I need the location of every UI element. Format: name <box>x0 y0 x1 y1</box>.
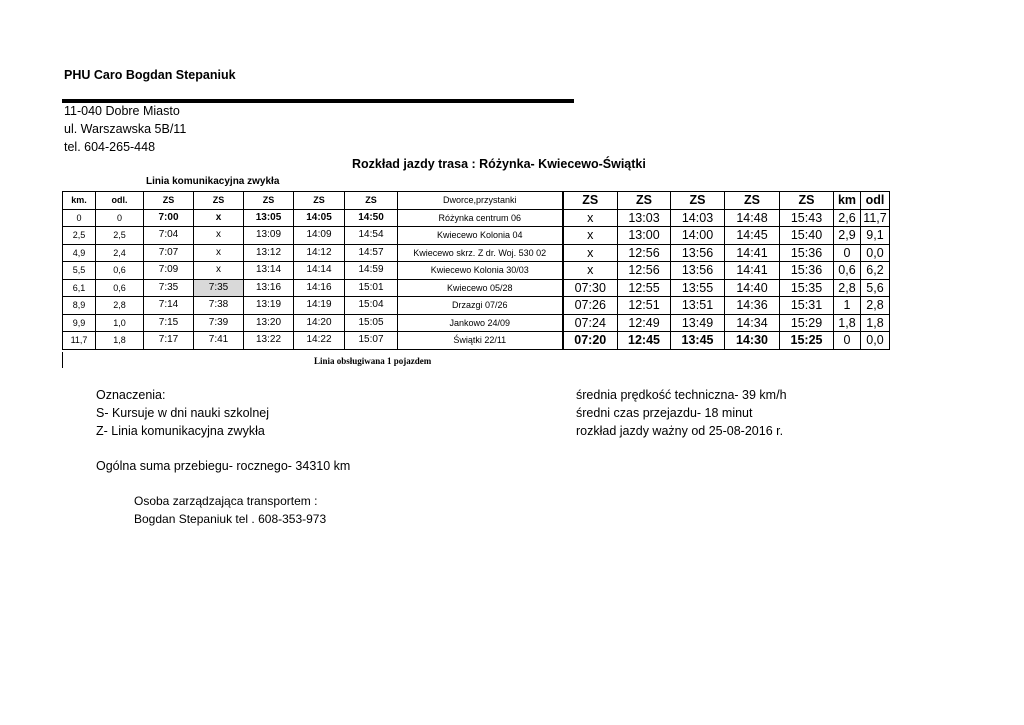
table-cell: 07:24 <box>563 314 618 332</box>
stop-name-cell: Kwiecewo 05/28 <box>398 279 563 297</box>
table-cell: 13:14 <box>244 262 294 280</box>
header-cell: ZS <box>780 192 834 210</box>
table-cell: 7:04 <box>144 227 194 245</box>
table-cell: 07:26 <box>563 297 618 315</box>
table-cell: 1 <box>834 297 861 315</box>
table-row <box>63 279 890 297</box>
table-cell: 0 <box>63 209 96 227</box>
legend-s: S- Kursuje w dni nauki szkolnej <box>96 406 269 420</box>
table-cell: 14:40 <box>725 279 780 297</box>
average-speed: średnia prędkość techniczna- 39 km/h <box>576 388 787 402</box>
table-cell: 14:22 <box>294 332 345 350</box>
header-cell: km <box>834 192 861 210</box>
stop-name-cell: Jankowo 24/09 <box>398 314 563 332</box>
table-cell: 1,8 <box>96 332 144 350</box>
table-cell: 8,9 <box>63 297 96 315</box>
timetable-header-row <box>63 192 890 210</box>
table-cell: 6,2 <box>861 262 890 280</box>
table-cell: 15:40 <box>780 227 834 245</box>
table-row <box>63 314 890 332</box>
table-cell: 15:43 <box>780 209 834 227</box>
table-cell: 13:05 <box>244 209 294 227</box>
table-cell: 14:57 <box>345 244 398 262</box>
legend-z: Z- Linia komunikacyjna zwykła <box>96 424 265 438</box>
table-cell: 9,9 <box>63 314 96 332</box>
table-cell: 14:12 <box>294 244 345 262</box>
table-cell: 13:16 <box>244 279 294 297</box>
table-cell: 15:36 <box>780 262 834 280</box>
table-cell: 7:14 <box>144 297 194 315</box>
table-cell: 4,9 <box>63 244 96 262</box>
table-cell: 13:51 <box>671 297 725 315</box>
table-cell: 13:19 <box>244 297 294 315</box>
table-cell: 15:07 <box>345 332 398 350</box>
table-cell: 14:30 <box>725 332 780 350</box>
table-cell: 07:30 <box>563 279 618 297</box>
table-cell: 0,6 <box>834 262 861 280</box>
table-cell: 11,7 <box>861 209 890 227</box>
table-cell: x <box>563 209 618 227</box>
table-cell: 2,5 <box>96 227 144 245</box>
footnote: Linia obsługiwana 1 pojazdem <box>314 356 432 366</box>
table-cell: 14:59 <box>345 262 398 280</box>
table-cell: 0 <box>834 332 861 350</box>
table-cell: 13:22 <box>244 332 294 350</box>
table-cell: 07:20 <box>563 332 618 350</box>
header-cell: km. <box>63 192 96 210</box>
manager-title: Osoba zarządzająca transportem : <box>134 494 318 508</box>
table-cell: 15:04 <box>345 297 398 315</box>
line-type-label: Linia komunikacyjna zwykła <box>146 176 280 187</box>
header-cell: ZS <box>563 192 618 210</box>
table-cell: 15:29 <box>780 314 834 332</box>
header-cell: ZS <box>671 192 725 210</box>
table-cell: 13:45 <box>671 332 725 350</box>
table-cell: 7:00 <box>144 209 194 227</box>
table-cell: 1,0 <box>96 314 144 332</box>
table-row <box>63 244 890 262</box>
table-cell: x <box>563 227 618 245</box>
address-line-2: ul. Warszawska 5B/11 <box>64 122 187 136</box>
table-cell: x <box>194 244 244 262</box>
table-cell: 14:03 <box>671 209 725 227</box>
header-cell: odl. <box>96 192 144 210</box>
table-cell: 0,0 <box>861 244 890 262</box>
header-cell: ZS <box>725 192 780 210</box>
table-cell: 12:45 <box>618 332 671 350</box>
table-cell: 14:41 <box>725 244 780 262</box>
table-cell: x <box>194 209 244 227</box>
table-cell: 14:50 <box>345 209 398 227</box>
table-cell: 0,6 <box>96 279 144 297</box>
table-cell: 14:36 <box>725 297 780 315</box>
header-cell: ZS <box>194 192 244 210</box>
company-name: PHU Caro Bogdan Stepaniuk <box>64 68 236 82</box>
table-cell: 13:56 <box>671 262 725 280</box>
table-cell: 5,6 <box>861 279 890 297</box>
stop-name-cell: Świątki 22/11 <box>398 332 563 350</box>
table-cell: 7:17 <box>144 332 194 350</box>
header-cell: ZS <box>144 192 194 210</box>
table-cell: 7:07 <box>144 244 194 262</box>
table-cell: 12:49 <box>618 314 671 332</box>
stop-name-cell: Różynka centrum 06 <box>398 209 563 227</box>
header-cell: odl <box>861 192 890 210</box>
table-cell: 7:38 <box>194 297 244 315</box>
manager-contact: Bogdan Stepaniuk tel . 608-353-973 <box>134 512 327 526</box>
header-cell: ZS <box>294 192 345 210</box>
table-cell: 1,8 <box>861 314 890 332</box>
stop-name-cell: Kwiecewo Kolonia 04 <box>398 227 563 245</box>
table-cell: x <box>563 244 618 262</box>
stop-name-cell: Drzazgi 07/26 <box>398 297 563 315</box>
table-cell: 14:05 <box>294 209 345 227</box>
table-cell: 15:25 <box>780 332 834 350</box>
table-cell: 12:55 <box>618 279 671 297</box>
table-cell: x <box>563 262 618 280</box>
table-cell: 7:41 <box>194 332 244 350</box>
table-cell: 14:16 <box>294 279 345 297</box>
table-row <box>63 332 890 350</box>
table-cell: 0 <box>96 209 144 227</box>
table-cell: 2,8 <box>834 279 861 297</box>
table-cell: 13:56 <box>671 244 725 262</box>
table-cell: 0,0 <box>861 332 890 350</box>
table-cell: 2,5 <box>63 227 96 245</box>
table-cell: 2,6 <box>834 209 861 227</box>
table-cell: 13:20 <box>244 314 294 332</box>
table-cell: 15:31 <box>780 297 834 315</box>
address-line-1: 11-040 Dobre Miasto <box>64 104 180 118</box>
table-cell: 1,8 <box>834 314 861 332</box>
table-cell: 13:09 <box>244 227 294 245</box>
address-phone: tel. 604-265-448 <box>64 140 156 154</box>
table-cell: 14:45 <box>725 227 780 245</box>
table-cell: 12:56 <box>618 262 671 280</box>
table-cell: 13:00 <box>618 227 671 245</box>
table-cell: 7:39 <box>194 314 244 332</box>
table-cell: 15:01 <box>345 279 398 297</box>
table-cell: 13:49 <box>671 314 725 332</box>
table-row <box>63 262 890 280</box>
table-cell: 12:51 <box>618 297 671 315</box>
stop-name-cell: Kwiecewo skrz. Z dr. Woj. 530 02 <box>398 244 563 262</box>
table-cell: 14:20 <box>294 314 345 332</box>
table-cell: 2,8 <box>861 297 890 315</box>
table-cell: 14:19 <box>294 297 345 315</box>
table-cell: 9,1 <box>861 227 890 245</box>
table-cell: x <box>194 227 244 245</box>
table-cell: 14:41 <box>725 262 780 280</box>
table-cell: 15:05 <box>345 314 398 332</box>
table-cell: 14:09 <box>294 227 345 245</box>
table-row <box>63 209 890 227</box>
table-cell: 11,7 <box>63 332 96 350</box>
table-cell: 13:55 <box>671 279 725 297</box>
table-cell: 14:34 <box>725 314 780 332</box>
table-cell: 6,1 <box>63 279 96 297</box>
table-cell: 12:56 <box>618 244 671 262</box>
table-cell: 15:36 <box>780 244 834 262</box>
table-cell: 5,5 <box>63 262 96 280</box>
legend-title: Oznaczenia: <box>96 388 166 402</box>
table-cell: 14:00 <box>671 227 725 245</box>
table-cell: 2,8 <box>96 297 144 315</box>
table-cell: 14:54 <box>345 227 398 245</box>
header-rule <box>62 99 574 103</box>
table-cell: 14:14 <box>294 262 345 280</box>
table-cell: 7:35 <box>194 279 244 297</box>
table-row <box>63 297 890 315</box>
table-left-edge <box>62 352 63 368</box>
table-cell: 13:03 <box>618 209 671 227</box>
stop-name-cell: Kwiecewo Kolonia 30/03 <box>398 262 563 280</box>
table-cell: 13:12 <box>244 244 294 262</box>
validity-date: rozkład jazdy ważny od 25-08-2016 r. <box>576 424 784 438</box>
table-cell: 2,9 <box>834 227 861 245</box>
table-cell: 2,4 <box>96 244 144 262</box>
header-cell: ZS <box>244 192 294 210</box>
table-cell: 7:35 <box>144 279 194 297</box>
table-cell: 7:09 <box>144 262 194 280</box>
header-cell: ZS <box>345 192 398 210</box>
route-title: Rozkład jazdy trasa : Różynka- Kwiecewo-Świątki <box>352 157 646 171</box>
annual-mileage: Ogólna suma przebiegu- rocznego- 34310 km <box>96 459 351 473</box>
header-cell: Dworce,przystanki <box>398 192 563 210</box>
header-cell: ZS <box>618 192 671 210</box>
table-cell: 7:15 <box>144 314 194 332</box>
table-row <box>63 227 890 245</box>
timetable <box>62 191 890 350</box>
table-cell: x <box>194 262 244 280</box>
table-cell: 0 <box>834 244 861 262</box>
table-cell: 15:35 <box>780 279 834 297</box>
table-cell: 14:48 <box>725 209 780 227</box>
average-travel-time: średni czas przejazdu- 18 minut <box>576 406 753 420</box>
table-cell: 0,6 <box>96 262 144 280</box>
